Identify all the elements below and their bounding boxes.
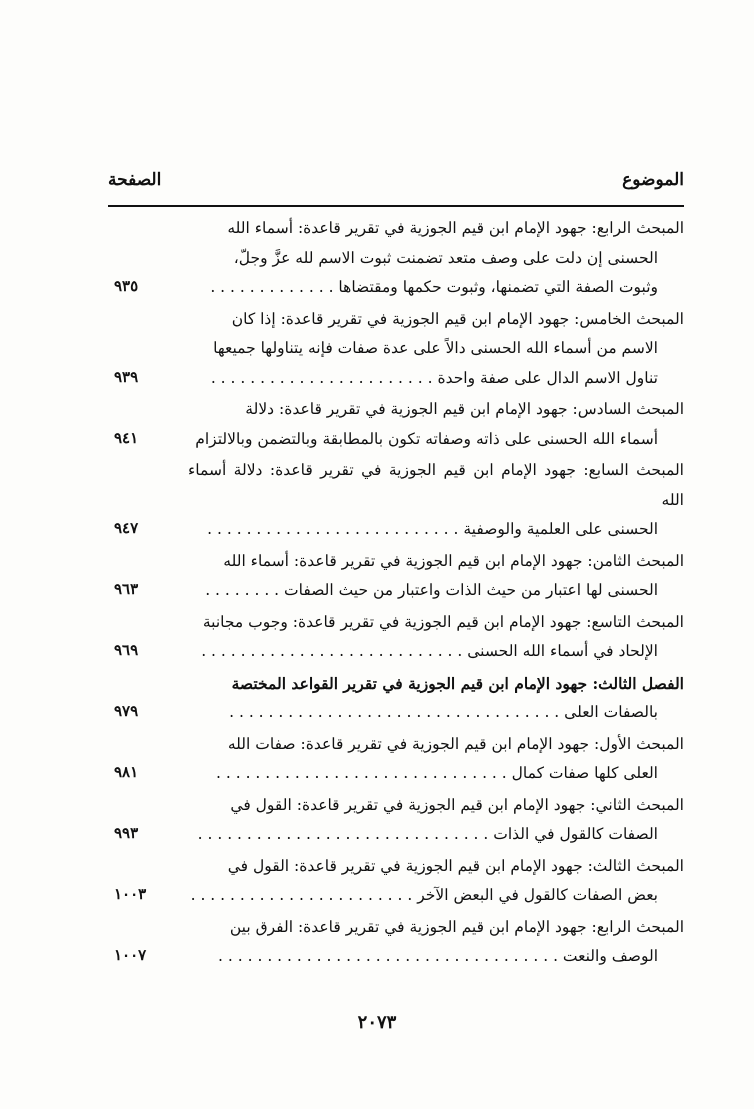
toc-entry-title-line: المبحث السادس: جهود الإمام ابن قيم الجوزية في تقرير قاعدة: دلالة — [245, 400, 684, 418]
toc-entry-text — [188, 456, 684, 545]
toc-entry — [108, 730, 684, 789]
toc-entry-page-number: ٩٣٥ — [114, 277, 139, 295]
toc-entry-continuation-line: بعض الصفات كالقول في البعض الآخر . . . . . . . . . . . . . . . . . . . . . . . — [190, 886, 658, 904]
toc-entry-title-line: المبحث الثاني: جهود الإمام ابن قيم الجوزية في تقرير قاعدة: القول في — [230, 795, 684, 814]
toc-entry-page-number: ٩٤٧ — [114, 519, 139, 537]
toc-entry-text — [188, 608, 684, 667]
toc-entry-text — [188, 547, 684, 606]
toc-entry — [108, 547, 684, 606]
toc-entry-text — [188, 913, 684, 972]
toc-entry-title-line: المبحث الرابع: جهود الإمام ابن قيم الجوزية في تقرير قاعدة: الفرق بين — [229, 917, 684, 936]
toc-entry-text — [188, 852, 684, 911]
toc-entry-text — [188, 305, 684, 394]
toc-entry-text — [188, 791, 684, 850]
toc-entry-continuation-line: العلى كلها صفات كمال . . . . . . . . . . . . . . . . . . . . . . . . . . . . . . — [216, 764, 658, 782]
toc-entry-page-number: ٩٧٩ — [114, 702, 139, 720]
toc-entry-continuation-line: الصفات كالقول في الذات . . . . . . . . . . . . . . . . . . . . . . . . . . . . . . — [197, 825, 658, 843]
page-column-label: الصفحة — [108, 170, 162, 190]
toc-entry-page-number: ٩٦٩ — [114, 641, 139, 659]
toc-entry-continuation-line: الوصف والنعت . . . . . . . . . . . . . . . . . . . . . . . . . . . . . . . . . . . — [218, 947, 658, 965]
toc-entry — [108, 669, 684, 728]
topic-column-label: الموضوع — [622, 170, 684, 190]
toc-entry — [108, 913, 684, 972]
toc-entry-page-number: ٩٣٩ — [114, 367, 139, 386]
toc-entry-page-number: ٩٨١ — [114, 763, 139, 781]
toc-entry — [108, 214, 684, 303]
toc-entry-title-line: المبحث التاسع: جهود الإمام ابن قيم الجوزية في تقرير قاعدة: وجوب مجانبة — [202, 612, 684, 631]
toc-entry — [108, 852, 684, 911]
toc-entry-continuation-line: الاسم من أسماء الله الحسنى دالاً على عدة صفات فإنه يتناولها جميعها — [213, 339, 658, 357]
toc-entries — [108, 214, 684, 974]
toc-entry-continuation-line: أسماء الله الحسنى على ذاته وصفاته تكون بالمطابقة وبالتضمن وبالالتزام — [195, 429, 658, 448]
toc-entry-continuation-line: بالصفات العلى . . . . . . . . . . . . . . . . . . . . . . . . . . . . . . . . . . — [229, 703, 658, 721]
toc-entry-continuation-line: تناول الاسم الدال على صفة واحدة . . . . . . . . . . . . . . . . . . . . . . . — [210, 368, 658, 387]
header-rule — [108, 205, 684, 207]
toc-entry-page-number: ٩٦٣ — [114, 580, 139, 598]
toc-entry-title-line: المبحث الخامس: جهود الإمام ابن قيم الجوزية في تقرير قاعدة: إذا كان — [231, 309, 684, 328]
toc-entry — [108, 791, 684, 850]
toc-entry-title-line: المبحث الرابع: جهود الإمام ابن قيم الجوزية في تقرير قاعدة: أسماء الله — [227, 219, 684, 237]
toc-entry-continuation-line: الإلحاد في أسماء الله الحسنى . . . . . . . . . . . . . . . . . . . . . . . . . . . — [201, 642, 658, 660]
toc-entry-title-line: المبحث الثالث: جهود الإمام ابن قيم الجوزية في تقرير قاعدة: القول في — [227, 856, 684, 875]
page-number: ٢٠٧٣ — [357, 1012, 397, 1033]
toc-header — [108, 170, 684, 204]
toc-entry-continuation-line: الحسنى لها اعتبار من حيث الذات واعتبار من حيث الصفات . . . . . . . . — [205, 581, 658, 599]
toc-entry-text — [188, 730, 684, 789]
toc-entry — [108, 305, 684, 394]
toc-entry-title-line: المبحث الأول: جهود الإمام ابن قيم الجوزية في تقرير قاعدة: صفات الله — [227, 734, 684, 753]
toc-entry — [108, 395, 684, 454]
toc-entry — [108, 608, 684, 667]
toc-entry-continuation-line: الحسنى إن دلت على وصف متعد تضمنت ثبوت الاسم لله عزَّ وجلّ، — [233, 248, 658, 267]
toc-entry-text — [188, 395, 684, 454]
toc-entry-title-line: المبحث الثامن: جهود الإمام ابن قيم الجوزية في تقرير قاعدة: أسماء الله — [223, 551, 684, 570]
toc-entry-title-line: الفصل الثالث: جهود الإمام ابن قيم الجوزية في تقرير القواعد المختصة — [231, 673, 684, 693]
toc-entry-page-number: ١٠٠٧ — [114, 946, 147, 964]
toc-entry-text — [188, 669, 684, 728]
toc-entry-page-number: ١٠٠٣ — [114, 885, 147, 903]
toc-entry-text — [188, 214, 684, 303]
toc-entry-title-line: المبحث السابع: جهود الإمام ابن قيم الجوزية في تقرير قاعدة: دلالة أسماء الله — [188, 461, 684, 509]
toc-entry-continuation-line: الحسنى على العلمية والوصفية . . . . . . . . . . . . . . . . . . . . . . . . . . — [207, 520, 658, 538]
toc-entry — [108, 456, 684, 545]
toc-entry-page-number: ٩٩٣ — [114, 824, 139, 842]
toc-entry-continuation-line: وثبوت الصفة التي تضمنها، وثبوت حكمها ومقتضاها . . . . . . . . . . . . . — [210, 278, 658, 296]
toc-entry-page-number: ٩٤١ — [114, 428, 139, 447]
